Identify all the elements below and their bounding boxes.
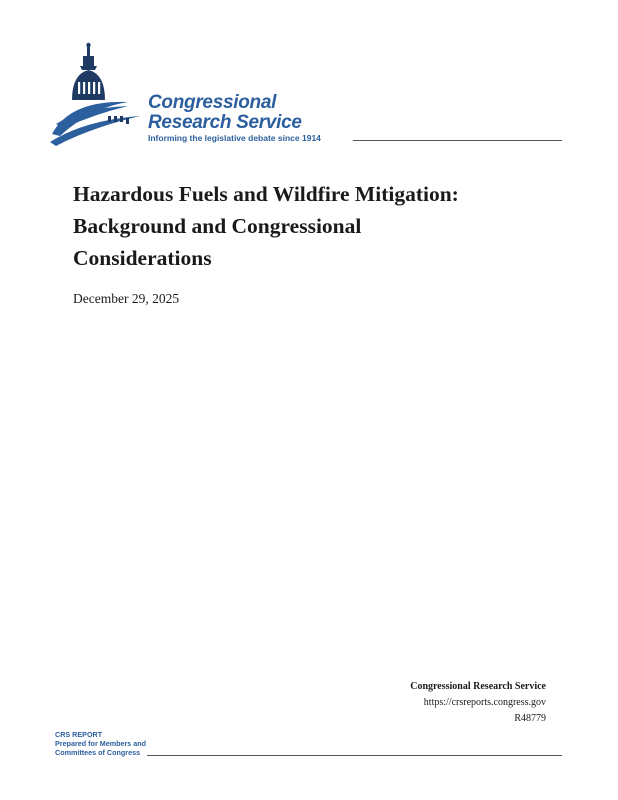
report-title <box>73 178 553 274</box>
footer-audience-line2: Committees of Congress <box>55 748 141 757</box>
title-line: Hazardous Fuels and Wildfire Mitigation: <box>73 182 459 206</box>
crs-logo <box>50 42 570 152</box>
logo-name-line2: Research Service <box>148 112 302 133</box>
capitol-dome-icon <box>50 42 150 152</box>
publisher-info <box>410 679 546 727</box>
report-number: R48779 <box>514 713 546 724</box>
title-line: Background and Congressional <box>73 214 362 238</box>
report-date: December 29, 2025 <box>73 291 180 306</box>
logo-tagline: Informing the legislative debate since 1914 <box>148 133 321 143</box>
logo-name-line1: Congressional <box>148 92 277 113</box>
publisher-url[interactable]: https://crsreports.congress.gov <box>423 697 546 708</box>
footer-label: CRS REPORT <box>55 730 103 739</box>
footer-audience-line1: Prepared for Members and <box>55 739 147 748</box>
title-line: Considerations <box>73 246 212 270</box>
publisher-name: Congressional Research Service <box>410 681 546 692</box>
crs-report-footer <box>55 730 563 765</box>
logo-divider <box>353 140 562 141</box>
footer-divider <box>147 755 562 756</box>
